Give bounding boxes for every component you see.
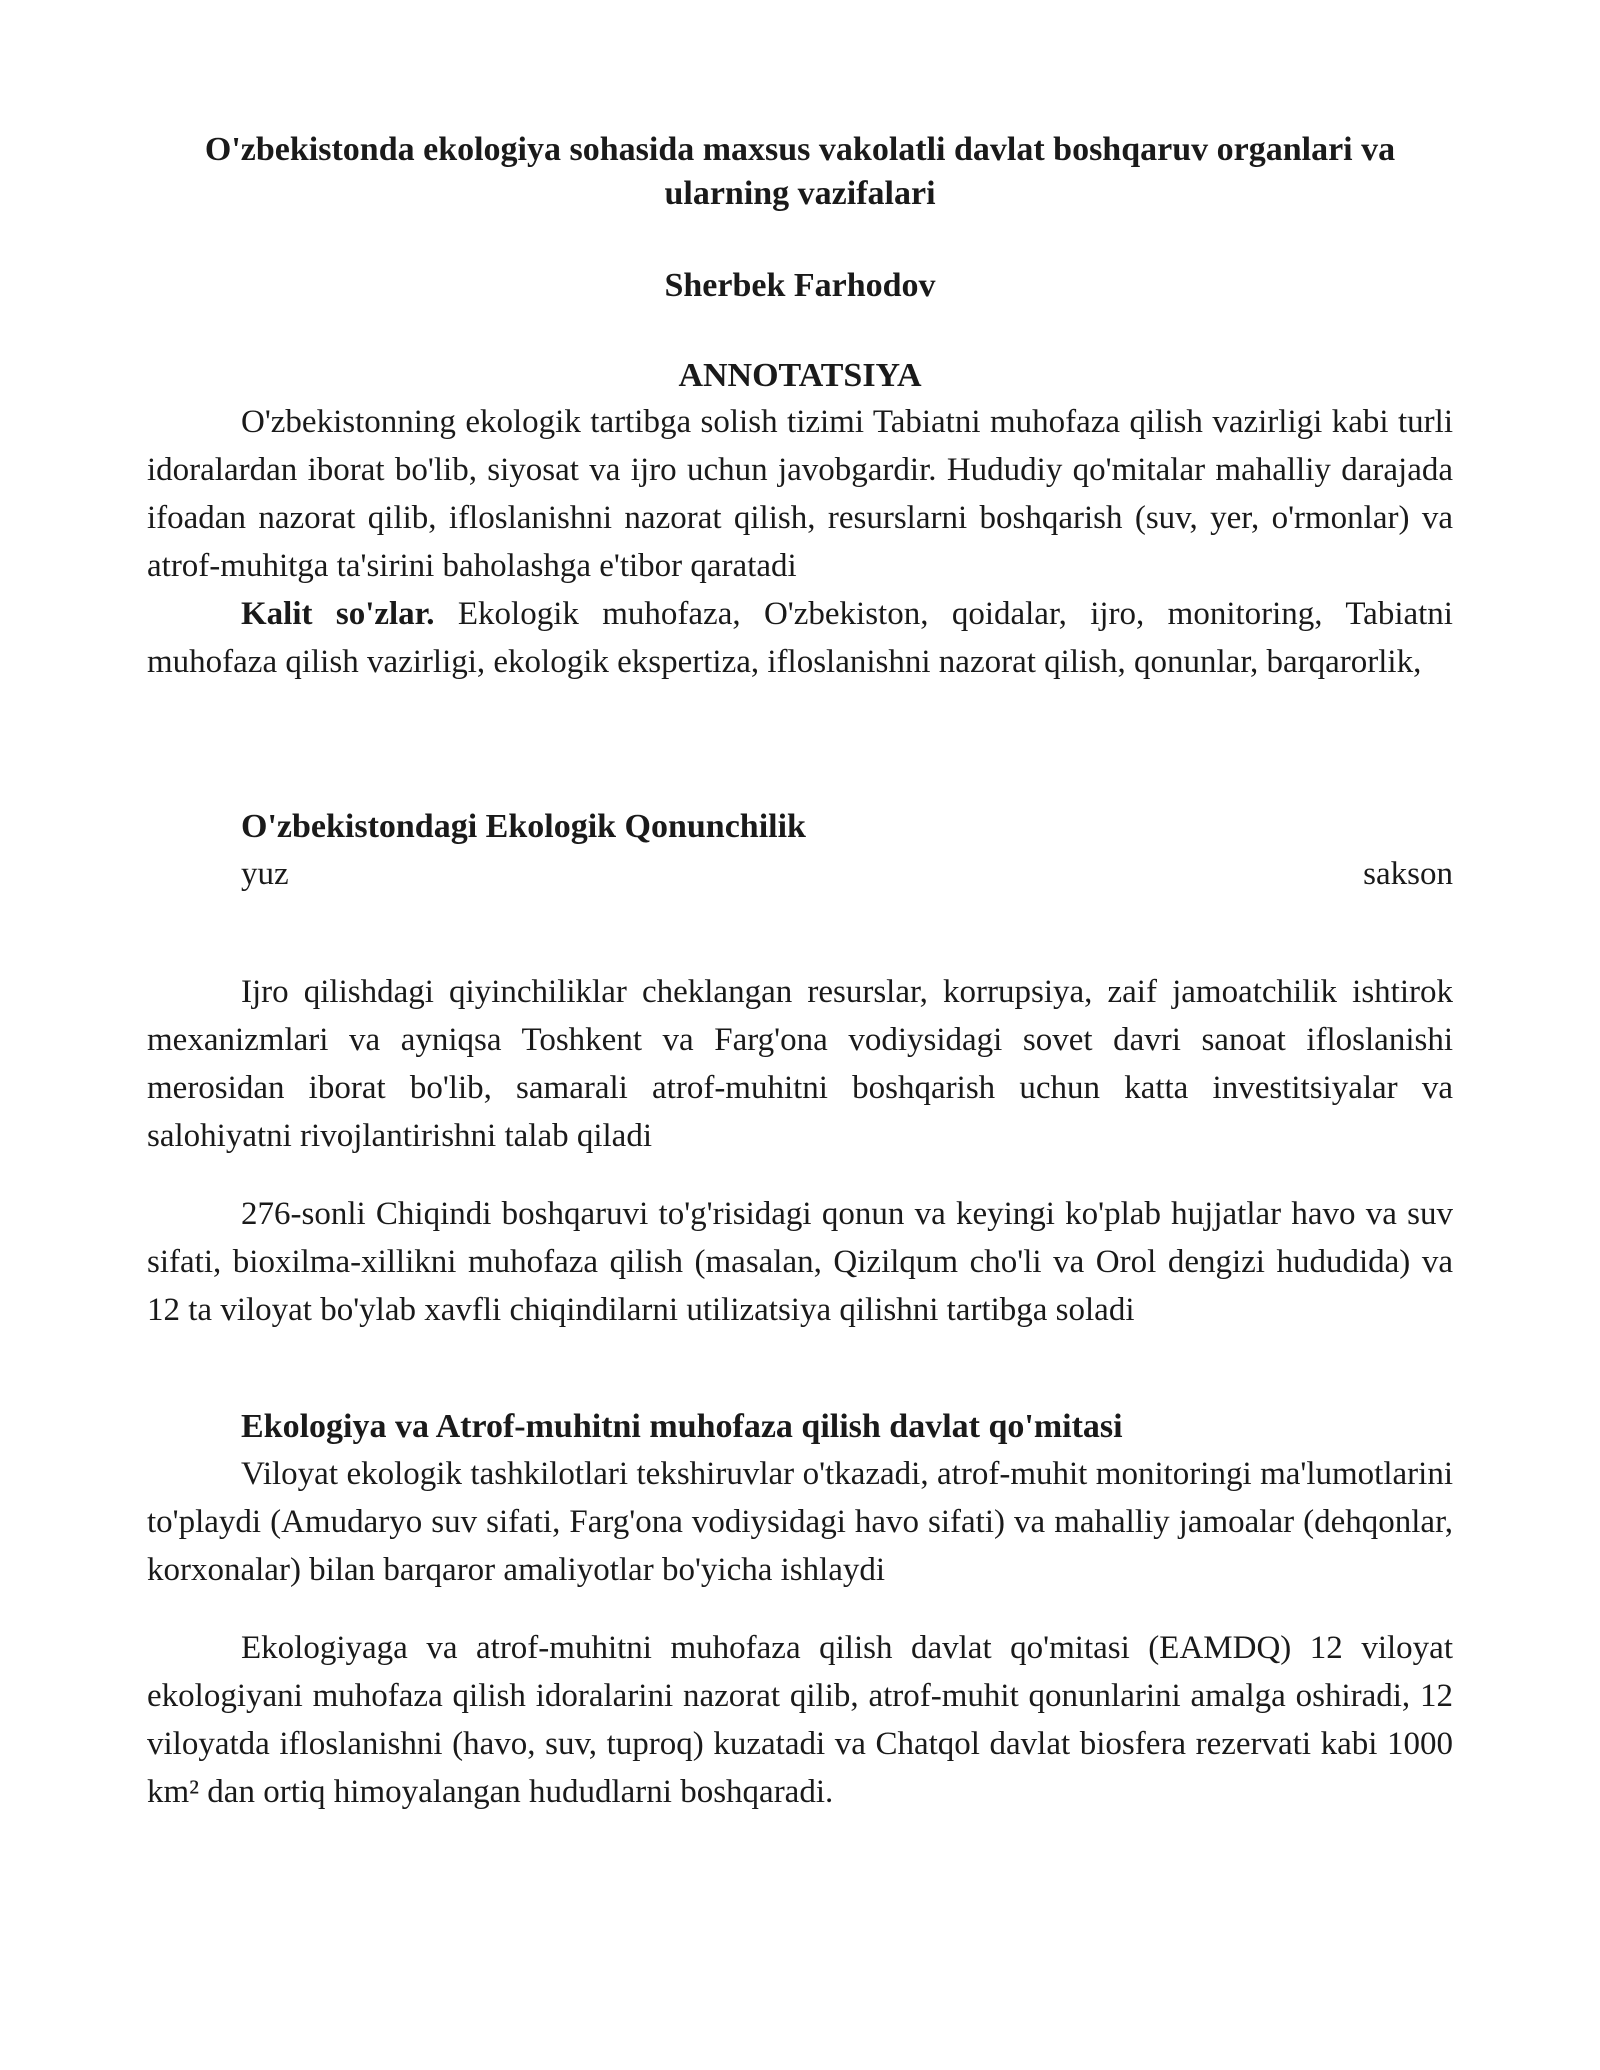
keywords-text: Ekologik muhofaza, O'zbekiston, qoidalar, ijro, monitoring, Tabiatni muhofaza qilish vazirligi, ekologik ekspertiza, ifloslanishni nazorat qilish, qonunlar, barqarorlik, — [147, 596, 1453, 680]
spread-words-line — [147, 850, 1453, 898]
spacer — [147, 1334, 1453, 1404]
annotation-paragraph: O'zbekistonning ekologik tartibga solish tizimi Tabiatni muhofaza qilish vazirligi kabi turli idoralardan iborat bo'lib, siyosat va ijro uchun javobgardir. Hududiy qo'mitalar mahalliy darajada ifoadan nazorat qilib, ifloslanishni nazorat qilish, resurslarni boshqarish (suv, yer, o'rmonlar) va atrof-muhitga ta'sirini baholashga e'tibor qaratadi — [147, 404, 1453, 584]
section-heading-committee: Ekologiya va Atrof-muhitni muhofaza qilish davlat qo'mitasi — [241, 1408, 1123, 1445]
section-heading-legislation: O'zbekistondagi Ekologik Qonunchilik — [241, 808, 806, 845]
legislation-paragraph-2: 276-sonli Chiqindi boshqaruvi to'g'risidagi qonun va keyingi ko'plab hujjatlar havo va suv sifati, bioxilma-xillikni muhofaza qilish (masalan, Qizilqum cho'li va Orol dengizi hududida) va 12 ta viloyat bo'ylab xavfli chiqindilarni utilizatsiya qilishni tartibga soladi — [147, 1196, 1453, 1328]
keywords-paragraph — [147, 590, 1453, 686]
author-name: Sherbek Farhodov — [664, 267, 936, 304]
annotation-heading: ANNOTATSIYA — [678, 357, 922, 394]
spacer — [147, 1160, 1453, 1190]
right-word: sakson — [1363, 856, 1453, 892]
committee-paragraph-2: Ekologiyaga va atrof-muhitni muhofaza qilish davlat qo'mitasi (EAMDQ) 12 viloyat ekologiyani muhofaza qilish idoralarini nazorat qilib, atrof-muhit qonunlarini amalga oshiradi, 12 viloyatda ifloslanishni (havo, suv, tuproq) kuzatadi va Chatqol davlat biosfera rezervati kabi 1000 km² dan ortiq himoyalangan hududlarni boshqaradi. — [147, 1630, 1453, 1810]
legislation-paragraph-1: Ijro qilishdagi qiyinchiliklar cheklangan resurslar, korrupsiya, zaif jamoatchilik ishtirok mexanizmlari va ayniqsa Toshkent va Farg'ona vodiysidagi sovet davri sanoat ifloslanishi merosidan iborat bo'lib, samarali atrof-muhitni boshqarish uchun katta investitsiyalar va salohiyatni rivojlantirishni talab qiladi — [147, 974, 1453, 1154]
spacer — [147, 1594, 1453, 1624]
document-title: O'zbekistonda ekologiya sohasida maxsus vakolatli davlat boshqaruv organlari va ularning vazifalari — [204, 131, 1396, 212]
document-page — [147, 128, 1453, 1816]
spacer — [147, 898, 1453, 968]
keywords-label: Kalit so'zlar. — [241, 596, 435, 632]
committee-paragraph-1: Viloyat ekologik tashkilotlari tekshiruvlar o'tkazadi, atrof-muhit monitoringi ma'lumotlarini to'playdi (Amudaryo suv sifati, Farg'ona vodiysidagi havo sifati) va mahalliy jamoalar (dehqonlar, korxonalar) bilan barqaror amaliyotlar bo'yicha ishlaydi — [147, 1456, 1453, 1588]
spacer — [147, 686, 1453, 804]
left-word: yuz — [241, 856, 289, 892]
